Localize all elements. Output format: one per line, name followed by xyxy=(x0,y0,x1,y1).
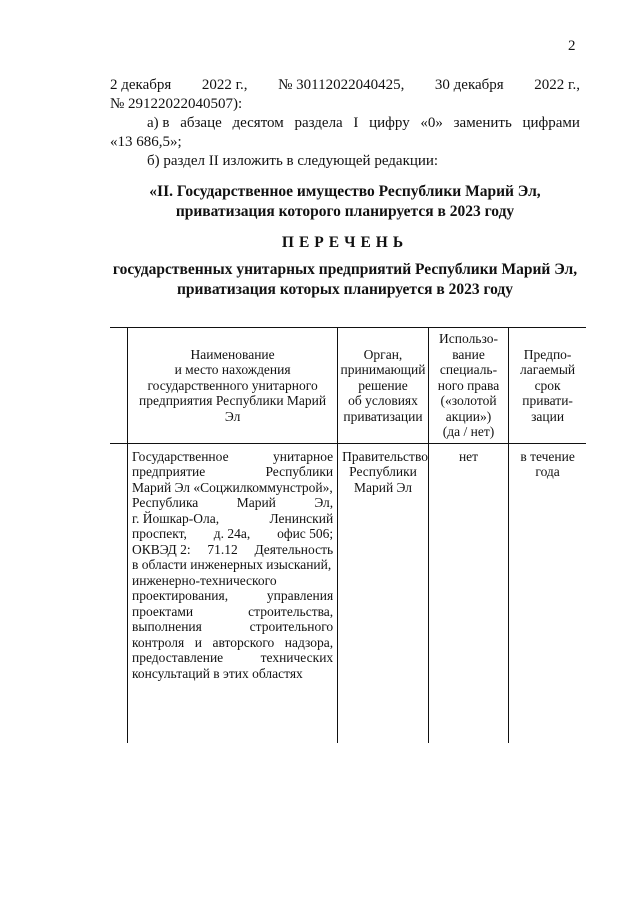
enterprise-description-word: и xyxy=(194,634,202,650)
header-name-line: и место нахождения xyxy=(174,362,291,377)
list-subtitle xyxy=(110,260,580,300)
list-title: ПЕРЕЧЕНЬ xyxy=(281,234,409,251)
header-name-line: государственного унитарного xyxy=(147,377,318,393)
intro-line-1-part: 2022 г., xyxy=(201,77,248,93)
header-term-line: лагаемый xyxy=(520,362,576,377)
organ-line: Марий Эл xyxy=(353,479,413,495)
header-blank-cell xyxy=(110,328,128,444)
section-heading-line-1: «II. Государственное имущество Республики Марий Эл, xyxy=(149,183,541,200)
enterprise-description-word: Республика xyxy=(132,495,199,510)
enterprise-description-word: управления xyxy=(266,588,334,603)
section-heading-line-2: приватизация которого планируется в 2023 году xyxy=(175,203,515,220)
enterprise-description-word: Марий Эл «Соцжилкоммунстрой», xyxy=(132,479,333,495)
page-number: 2 xyxy=(568,38,576,54)
enterprise-description-line: консультаций в этих областях xyxy=(132,665,303,681)
enterprise-description-word: г. Йошкар-Ола, xyxy=(132,510,220,526)
golden-share-cell xyxy=(428,443,508,743)
header-name xyxy=(128,328,338,444)
header-organ-line: решение xyxy=(358,377,408,393)
enterprise-description-line xyxy=(132,635,333,651)
enterprise-description xyxy=(132,449,333,682)
intro-line-1-part: 2 декабря xyxy=(110,77,172,93)
header-share-line: Использо- xyxy=(439,331,498,346)
enterprise-description-word: предоставление xyxy=(132,650,224,665)
intro-text xyxy=(110,76,580,171)
enterprise-table xyxy=(110,327,586,743)
header-golden-share xyxy=(428,328,508,444)
intro-line-3-part: цифрами xyxy=(522,115,580,131)
enterprise-table-grid xyxy=(110,327,586,743)
header-term-line: привати- xyxy=(522,393,573,408)
intro-line-5: б) раздел II изложить в следующей редакции: xyxy=(147,153,439,169)
enterprise-description-line xyxy=(132,604,333,620)
intro-line-4: «13 686,5»; xyxy=(110,134,182,150)
header-name-line: предприятия Республики Марий Эл xyxy=(139,393,327,424)
list-subtitle-line-2: приватизация которых планируется в 2023 году xyxy=(176,281,514,298)
enterprise-description-word: Эл, xyxy=(314,495,334,510)
header-organ-line: принимающий xyxy=(340,362,426,377)
enterprise-description-word: проспект, xyxy=(132,526,187,541)
enterprise-description-word: строительства, xyxy=(248,603,334,619)
term-line: года xyxy=(535,464,560,479)
intro-line-2: № 29122022040507): xyxy=(110,96,243,112)
header-share-line: вание xyxy=(452,346,485,362)
enterprise-name-cell xyxy=(128,443,338,743)
enterprise-description-line: инженерно-технического xyxy=(132,572,277,588)
enterprise-description-word: проектирования, xyxy=(132,588,229,603)
table-row xyxy=(110,443,586,743)
intro-line-1-part: 30 декабря xyxy=(434,77,504,93)
intro-line-1-part: 2022 г., xyxy=(534,77,580,93)
header-term-line: Предпо- xyxy=(523,346,572,362)
list-subtitle-line-1: государственных унитарных предприятий Республики Марий Эл, xyxy=(112,261,578,278)
enterprise-description-line xyxy=(132,588,333,604)
header-term-line: срок xyxy=(534,377,561,393)
enterprise-description-word: выполнения xyxy=(132,619,202,634)
golden-share-value: нет xyxy=(458,448,479,464)
enterprise-description-word: авторского xyxy=(212,634,275,650)
enterprise-description-line xyxy=(132,495,333,511)
enterprise-description-word: технических xyxy=(260,650,334,665)
enterprise-description-line xyxy=(132,526,333,542)
enterprise-description-word: Деятельность xyxy=(254,541,334,557)
header-term-line: зации xyxy=(531,408,565,424)
term-line: в течение xyxy=(520,448,575,464)
enterprise-description-word: Ленинский xyxy=(269,510,334,526)
term-cell xyxy=(509,443,586,743)
header-share-line: («золотой xyxy=(440,393,497,408)
enterprise-description-word: Государственное xyxy=(132,448,229,464)
header-share-line: специаль- xyxy=(439,362,498,377)
header-organ-line: приватизации xyxy=(343,408,423,424)
intro-line-1 xyxy=(110,76,580,95)
enterprise-description-word: контроля xyxy=(132,634,185,650)
enterprise-description-word: Марий xyxy=(236,495,276,510)
enterprise-description-word: 71.12 xyxy=(207,541,238,557)
header-organ-line: Орган, xyxy=(363,346,403,362)
organ-cell xyxy=(338,443,429,743)
intro-line-3-part: абзаце xyxy=(180,115,222,131)
header-share-line: (да / нет) xyxy=(442,424,495,439)
header-term xyxy=(509,328,586,444)
row-blank-cell xyxy=(110,443,128,743)
enterprise-description-word: ОКВЭД 2: xyxy=(132,541,191,557)
header-share-line: ного права xyxy=(437,377,500,393)
enterprise-description-line xyxy=(132,511,333,527)
intro-line-3 xyxy=(110,114,580,133)
enterprise-description-word: проектами xyxy=(132,603,194,619)
enterprise-description-line xyxy=(132,449,333,465)
intro-line-3-part: десятом xyxy=(232,115,284,131)
enterprise-description-word: Республики xyxy=(265,464,334,479)
enterprise-description-line xyxy=(132,542,333,558)
header-share-line: акции») xyxy=(445,408,492,424)
enterprise-description-word: надзора, xyxy=(284,634,334,650)
organ-line: Республики xyxy=(349,464,417,479)
enterprise-description-line xyxy=(132,619,333,635)
header-organ-line: об условиях xyxy=(348,393,418,408)
enterprise-description-line xyxy=(132,464,333,480)
table-header-row xyxy=(110,328,586,444)
intro-line-1-part: № 30112022040425, xyxy=(278,77,405,93)
intro-line-3-part: а) в xyxy=(147,115,170,131)
intro-line-3-part: заменить xyxy=(453,115,512,131)
header-organ xyxy=(338,328,429,444)
intro-line-3-part: раздела xyxy=(294,115,343,131)
intro-line-3-part: цифру xyxy=(369,115,410,131)
enterprise-description-word: офис 506; xyxy=(277,526,334,541)
organ-line: Правительство xyxy=(342,448,428,464)
enterprise-description-word: унитарное xyxy=(273,448,334,464)
intro-line-3-part: I xyxy=(353,115,359,131)
enterprise-description-line: в области инженерных изысканий, xyxy=(132,557,332,572)
intro-line-3-part: «0» xyxy=(420,115,443,131)
enterprise-description-word: предприятие xyxy=(132,464,206,479)
header-name-line: Наименование xyxy=(190,346,275,362)
enterprise-description-word: д. 24а, xyxy=(213,526,251,541)
section-heading xyxy=(110,182,580,222)
enterprise-description-line xyxy=(132,650,333,666)
enterprise-description-line xyxy=(132,480,333,496)
enterprise-description-word: строительного xyxy=(249,619,334,634)
